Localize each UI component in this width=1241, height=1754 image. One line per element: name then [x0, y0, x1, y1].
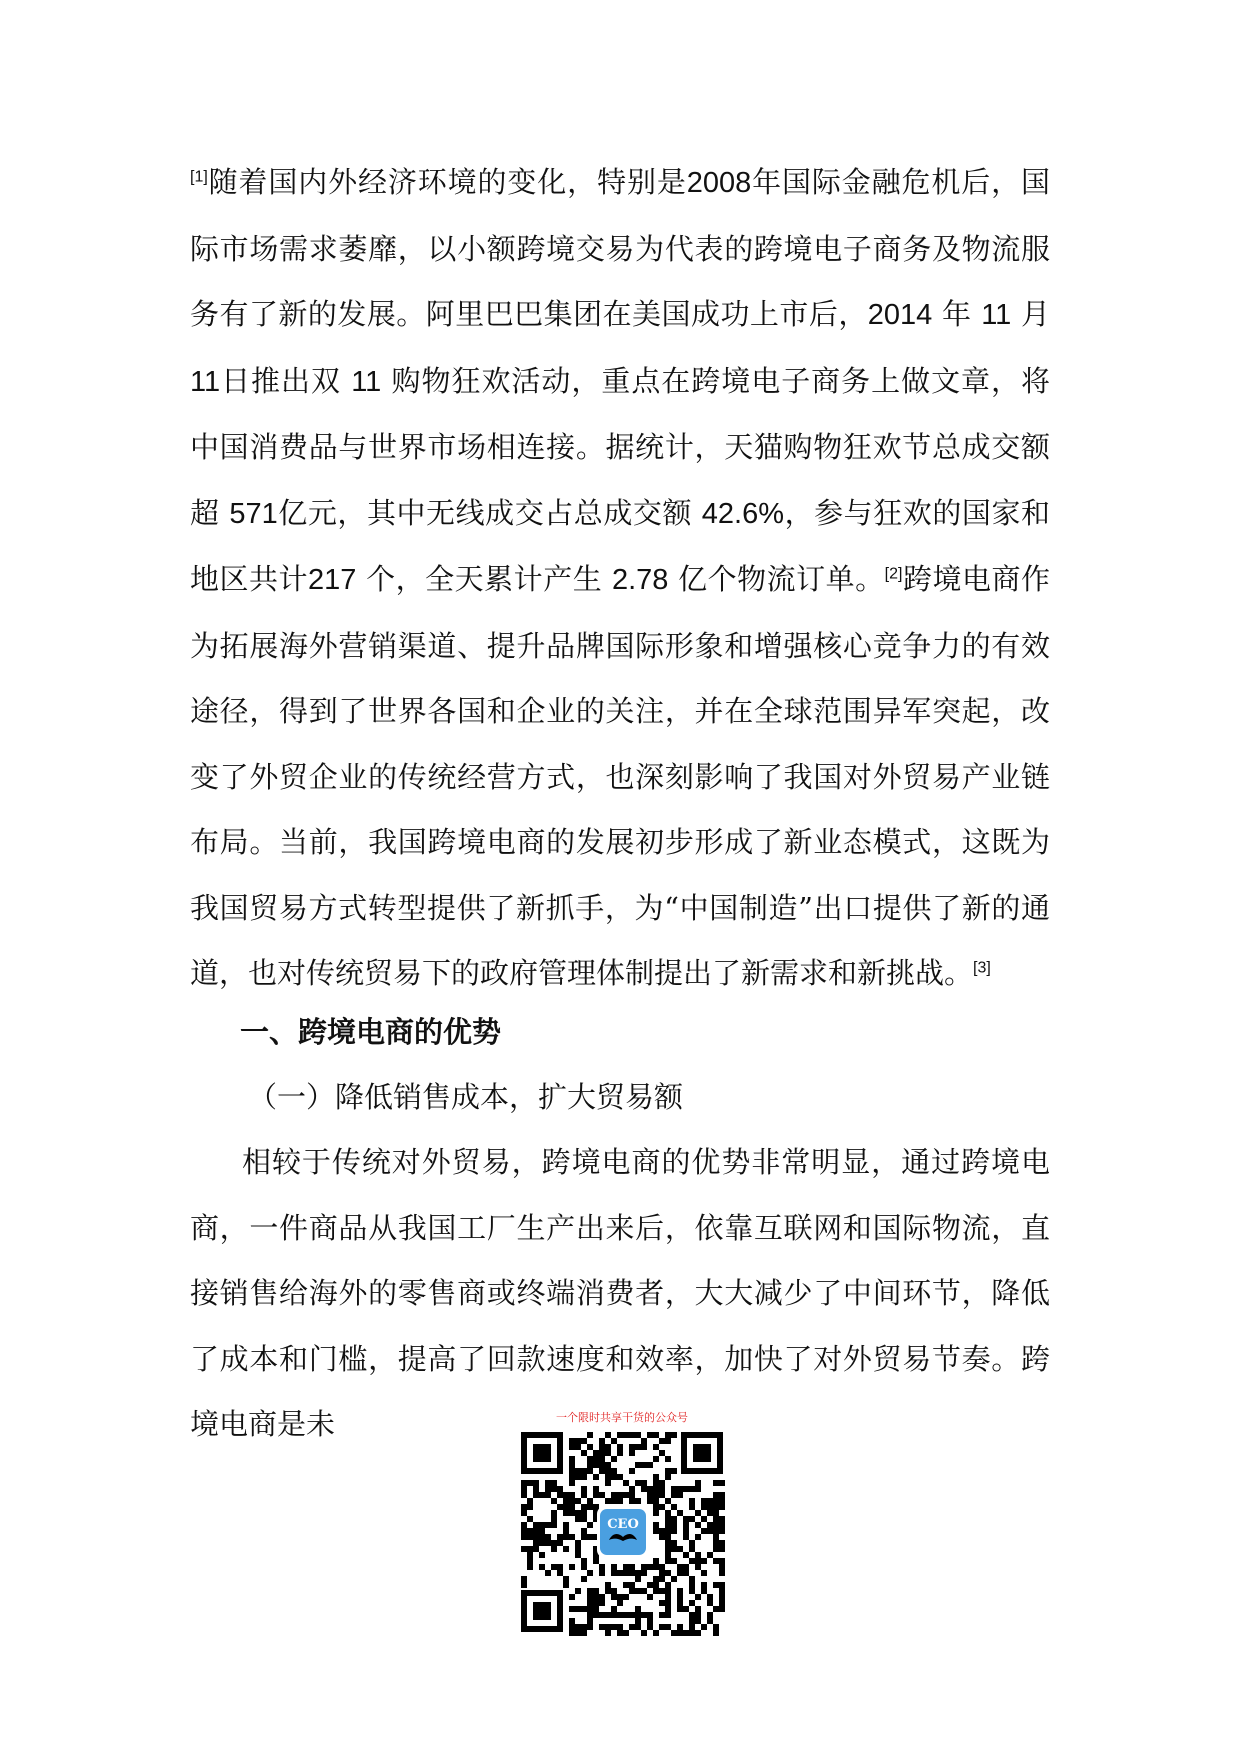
number-text: 42.6%: [701, 497, 785, 530]
number-text: 11: [351, 365, 382, 398]
number-text: 571: [229, 497, 278, 530]
qr-finder-top-right: [681, 1432, 723, 1474]
paragraph-text: 年: [942, 297, 972, 331]
paragraph-text: 个，全天累计产生: [366, 562, 603, 596]
reference-marker-2[interactable]: [2]: [884, 565, 903, 583]
number-text: 2.78: [611, 564, 669, 596]
paragraph-text: 日推出双: [220, 363, 341, 398]
number-text: 11: [190, 365, 221, 398]
qr-finder-bottom-left: [521, 1590, 563, 1632]
paragraph-text: 购物狂欢活动，重点在跨境电子商务上做文章，将中国消费品与世界市场相连接。据统计，天猫购物狂欢节总成交额超: [190, 363, 1051, 530]
section-heading: 一、跨境电商的优势: [240, 1015, 502, 1049]
body-paragraph-2: 相较于传统对外贸易，跨境电商的优势非常明显，通过跨境电商，一件商品从我国工厂生产出来后，依靠互联网和国际物流，直接销售给海外的零售商或终端消费者，大大减少了中间环节，降低了成本和门槛，提高了回款速度和效率，加快了对外贸易节奏。跨境电商是未: [190, 1145, 1050, 1441]
qr-center-logo: [597, 1506, 649, 1558]
reference-marker-3[interactable]: [3]: [973, 959, 991, 977]
number-text: 217: [308, 564, 357, 596]
paragraph-text: 亿个物流订单。: [678, 562, 885, 596]
paragraph-text: 跨境电商作为拓展海外营销渠道、提升品牌国际形象和增强核心竞争力的有效途径，得到了世界各国和企业的关注，并在全球范围异军突起，改变了外贸企业的传统经营方式，也深刻影响了我国对外贸易产业链布局。当前，我国跨境电商的发展初步形成了新业态模式，这既为我国贸易方式转型提供了新抓手，为“中国制造”出口提供了新的通道，也对传统贸易下的政府管理体制提出了新需求和新挑战。: [190, 562, 1050, 990]
number-text: 2008: [686, 167, 752, 199]
reference-marker-1[interactable]: [1]: [190, 168, 208, 186]
paragraph-text: 月: [1021, 297, 1051, 331]
qr-finder-top-left: [521, 1432, 563, 1474]
qr-code-block: [517, 1411, 727, 1636]
body-paragraph-1: [190, 150, 1050, 1007]
paragraph-text: ，参与狂欢的国家和地区共计: [190, 495, 1050, 596]
number-text: 11: [981, 299, 1012, 331]
qr-logo-text: CEO: [607, 1517, 639, 1532]
paragraph-text: 亿元，其中无线成交占总成交额: [277, 495, 693, 530]
qr-code-image: [517, 1428, 727, 1636]
paragraph-text: 年国际金融危机后，国际市场需求萎靡，以小额跨境交易为代表的跨境电子商务及物流服务有了新的发展。阿里巴巴集团在美国成功上市后，: [190, 165, 1050, 331]
number-text: 2014: [867, 299, 933, 331]
subsection-heading: （一）降低销售成本，扩大贸易额: [248, 1080, 684, 1114]
paragraph-text: 随着国内外经济环境的变化，特别是: [207, 165, 687, 199]
qr-caption: 一个限时共享干货的公众号: [556, 1411, 688, 1424]
